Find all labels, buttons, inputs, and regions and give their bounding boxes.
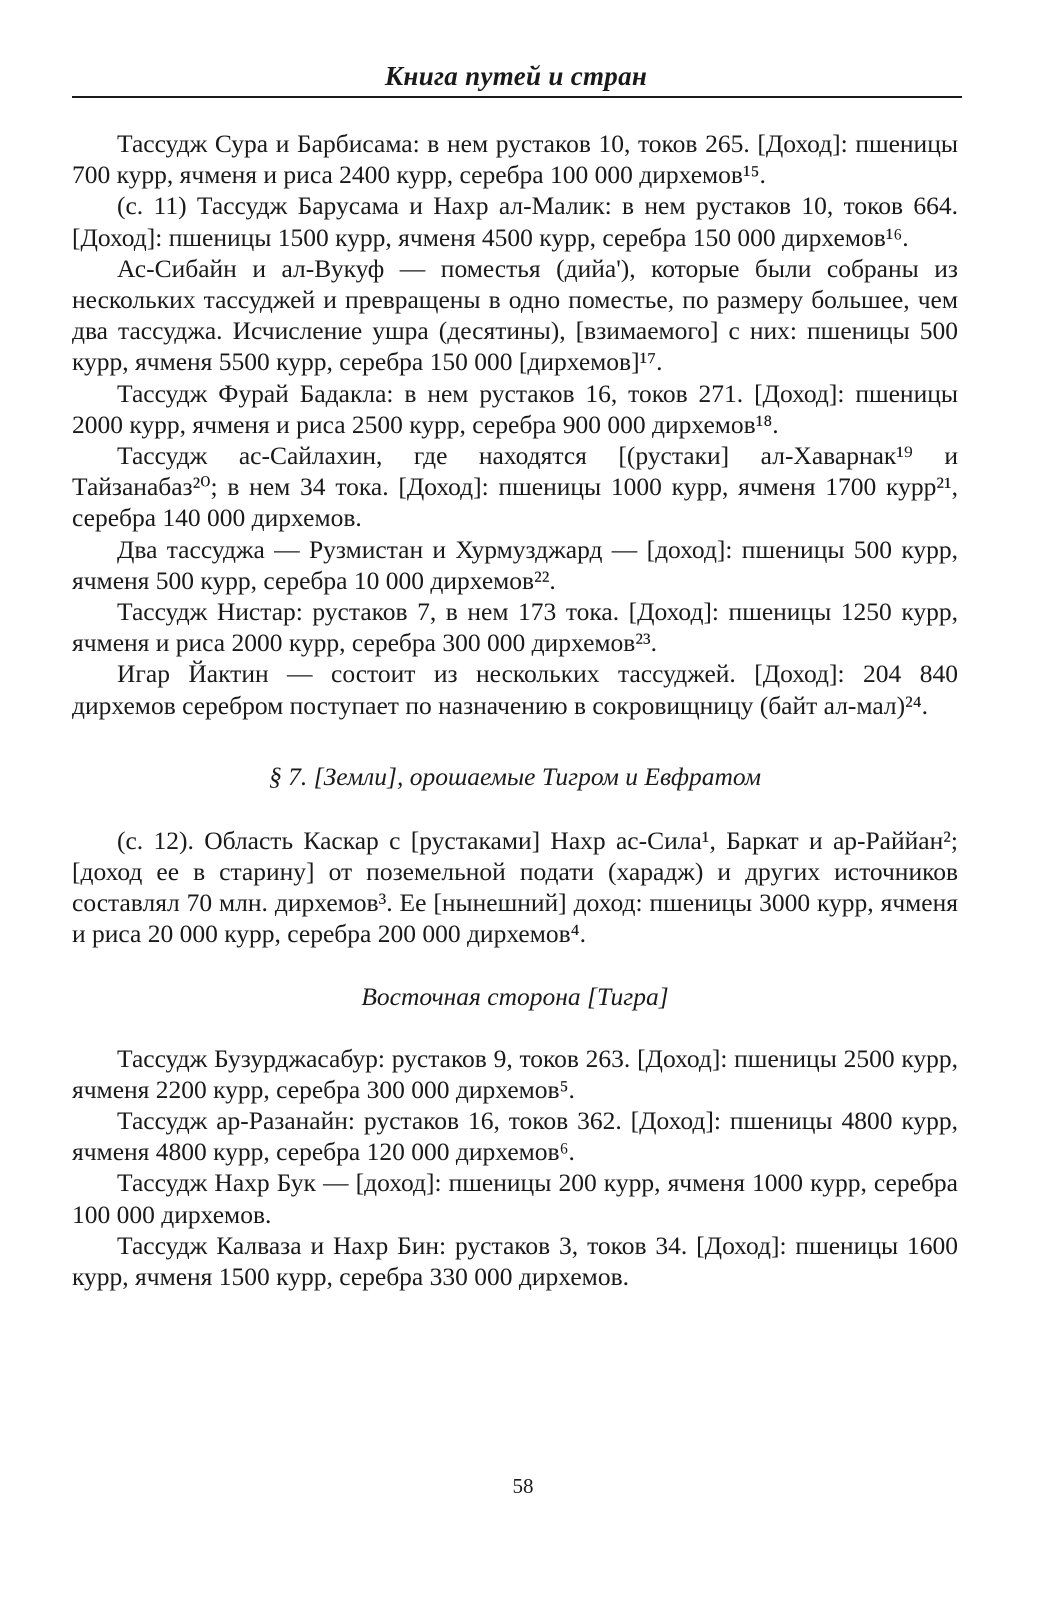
paragraph: Два тассуджа — Рузмистан и Хурмузджард — [доход]: пшеницы 500 курр, ячменя 500 курр, серебра 10 000 дирхемов²². [72,534,958,595]
running-header: Книга путей и стран [384,61,648,91]
body-text [72,128,958,1292]
paragraph: Тассудж Сура и Барбисама: в нем рустаков 10, токов 265. [Доход]: пшеницы 700 курр, ячменя и риса 2400 курр, серебра 100 000 дирхемов¹⁵. [72,129,958,190]
paragraph: Тассудж ар-Разанайн: рустаков 16, токов 362. [Доход]: пшеницы 4800 курр, ячменя 4800 курр, серебра 120 000 дирхемов⁶. [72,1106,958,1167]
paragraph: Тассудж Нахр Бук — [доход]: пшеницы 200 курр, ячменя 1000 курр, серебра 100 000 дирхемов. [72,1168,958,1229]
section-heading: § 7. [Земли], орошаемые Тигром и Евфратом [269,761,761,791]
paragraph: (с. 11) Тассудж Барусама и Нахр ал-Малик: в нем рустаков 10, токов 664. [Доход]: пшеницы 1500 курр, ячменя 4500 курр, серебра 150 000 дирхемов¹⁶. [72,191,958,252]
paragraph: Ас-Сибайн и ал-Вукуф — поместья (дийа'), которые были собраны из нескольких тассуджей и превращены в одно поместье, по размеру большее, чем два тассуджа. Исчисление ушра (десятины), [взимаемого] с них: пшеницы 500 курр, ячменя 5500 курр, серебра 150 000 [дирхемов]¹⁷. [72,253,958,377]
paragraph: Тассудж Нистар: рустаков 7, в нем 173 тока. [Доход]: пшеницы 1250 курр, ячменя и риса 2000 курр, серебра 300 000 дирхемов²³. [72,597,958,658]
paragraph: (с. 12). Область Каскар с [рустаками] Нахр ас-Сила¹, Баркат и ар-Раййан²; [доход ее в старину] от поземельной подати (харадж) и других источников составлял 70 млн. дирхемов³. Ее [нынешний] доход: пшеницы 3000 курр, ячменя и риса 20 000 курр, серебра 200 000 дирхемов⁴. [72,825,958,949]
paragraph: Игар Йактин — состоит из нескольких тассуджей. [Доход]: 204 840 дирхемов серебром поступает по назначению в сокровищницу (байт ал-мал)²⁴. [72,659,958,720]
paragraph: Тассудж ас-Сайлахин, где находятся [(рустаки] ал-Хаварнак¹⁹ и Тайзанабаз²⁰; в нем 34 тока. [Доход]: пшеницы 1000 курр, ячменя 1700 курр²¹, серебра 140 000 дирхемов. [72,441,958,533]
paragraph: Тассудж Бузурджасабур: рустаков 9, токов 263. [Доход]: пшеницы 2500 курр, ячменя 2200 курр, серебра 300 000 дирхемов⁵. [72,1043,958,1104]
sub-heading: Восточная сторона [Тигра] [361,981,669,1011]
header-rule [72,96,962,98]
paragraph: Тассудж Калваза и Нахр Бин: рустаков 3, токов 34. [Доход]: пшеницы 1600 курр, ячменя 1500 курр, серебра 330 000 дирхемов. [72,1230,958,1292]
page-number: 58 [512,1474,534,1498]
paragraph: Тассудж Фурай Бадакла: в нем рустаков 16, токов 271. [Доход]: пшеницы 2000 курр, ячменя и риса 2500 курр, серебра 900 000 дирхемов¹⁸. [72,378,958,439]
